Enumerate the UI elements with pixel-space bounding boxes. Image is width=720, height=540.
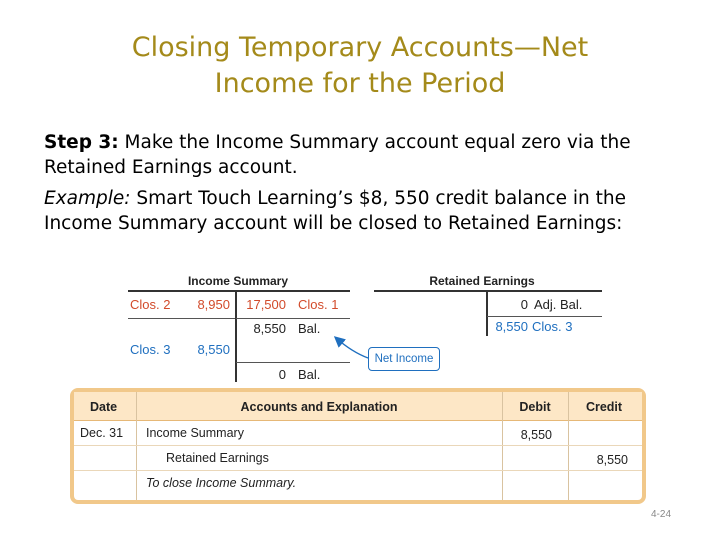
journal-header-credit: Credit [585, 400, 623, 414]
net-income-callout: Net Income [368, 347, 440, 371]
re-row1-label: Adj. Bal. [534, 297, 583, 312]
re-row2-value: 8,550 [495, 319, 528, 334]
journal-debit-account: Income Summary [146, 426, 244, 440]
example-text: Smart Touch Learning’s $8, 550 credit balance in the Income Summary account will be closed to Retained Earnings: [44, 188, 626, 234]
journal-header-date: Date [90, 400, 118, 414]
re-row2-label: Clos. 3 [532, 319, 573, 334]
is-balance-value: 8,550 [253, 321, 286, 336]
is-debit1-label: Clos. 2 [130, 297, 171, 312]
journal-header-debit: Debit [519, 400, 551, 414]
journal-entry-table [70, 388, 646, 504]
is-credit1-value: 17,500 [246, 297, 286, 312]
title-line-2: Income for the Period [214, 68, 506, 99]
is-balance-label: Bal. [298, 321, 321, 336]
retained-earnings-title: Retained Earnings [429, 274, 535, 288]
step-text: Make the Income Summary account equal zero via the Retained Earnings account. [44, 132, 631, 178]
is-final-value: 0 [278, 367, 286, 382]
step-label: Step 3: [44, 132, 119, 153]
re-row1-value: 0 [520, 297, 528, 312]
journal-credit-amount: 8,550 [596, 453, 628, 467]
journal-row-line [74, 445, 642, 446]
is-debit1-value: 8,950 [197, 297, 230, 312]
journal-date: Dec. 31 [80, 426, 124, 440]
journal-header-accounts: Accounts and Explanation [240, 400, 398, 414]
income-summary-title: Income Summary [187, 274, 289, 288]
is-credit1-label: Clos. 1 [298, 297, 339, 312]
journal-explanation: To close Income Summary. [146, 476, 297, 490]
journal-credit-account: Retained Earnings [166, 451, 269, 465]
example-label: Example: [44, 188, 131, 209]
journal-debit-amount: 8,550 [520, 428, 552, 442]
is-debit2-label: Clos. 3 [130, 342, 171, 357]
is-debit2-value: 8,550 [197, 342, 230, 357]
page-number: 4-24 [651, 509, 672, 520]
is-final-label: Bal. [298, 367, 321, 382]
journal-row-line [74, 470, 642, 471]
title-line-1: Closing Temporary Accounts—Net [131, 32, 589, 63]
